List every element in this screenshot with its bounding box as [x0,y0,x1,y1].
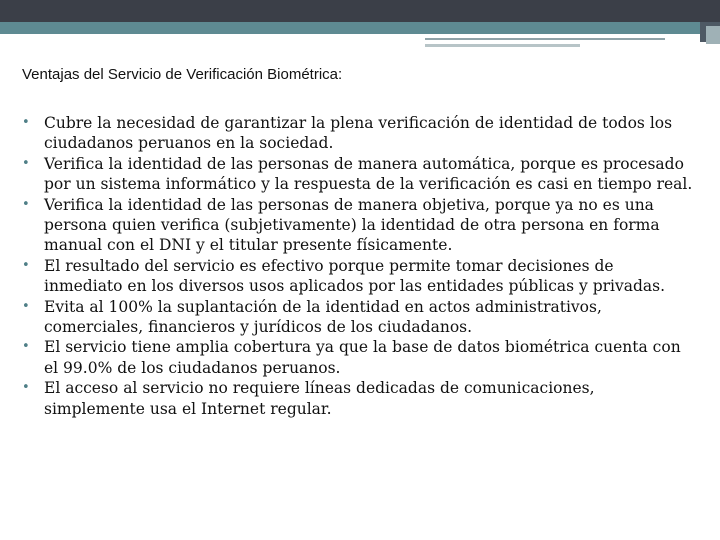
bullet-item [22,378,694,419]
slide-title: Ventajas del Servicio de Verificación Biométrica: [22,66,343,83]
bullet-text: Evita al 100% la suplantación de la identidad en actos administrativos, comerciales, financieros y jurídicos de los ciudadanos. [44,297,602,337]
bullet-item [22,256,694,297]
bullet-text: Verifica la identidad de las personas de manera objetiva, porque ya no es una persona quien verifica (subjetivamente) la identidad de otra persona en forma manual con el DNI y el titular presente físicamente. [44,195,660,255]
bullet-text: El resultado del servicio es efectivo porque permite tomar decisiones de inmediato en los diversos usos aplicados por las entidades públicas y privadas. [44,256,666,296]
bullet-dot-icon: • [22,257,30,273]
bullet-list [22,113,694,419]
bullet-text: El servicio tiene amplia cobertura ya que la base de datos biométrica cuenta con el 99.0% de los ciudadanos peruanos. [44,338,681,377]
bullet-dot-icon: • [22,155,30,171]
bullet-item [22,337,694,378]
header-accent-bar [0,22,700,34]
bullet-dot-icon: • [22,196,30,212]
bullet-text: Verifica la identidad de las personas de manera automática, porque es procesado por un sistema informático y la respuesta de la verificación es casi en tiempo real. [44,154,693,194]
bullet-item [22,154,694,195]
bullet-dot-icon: • [22,298,30,314]
decorative-line [425,44,580,47]
bullet-text: Cubre la necesidad de garantizar la plena verificación de identidad de todos los ciudadanos peruanos en la sociedad. [44,114,673,153]
decorative-line [425,38,665,40]
header-corner-tab-highlight [706,26,720,44]
bullet-dot-icon: • [22,380,30,396]
bullet-item [22,113,694,154]
bullet-dot-icon: • [22,115,30,130]
bullet-dot-icon: • [22,339,30,355]
header-dark-bar [0,0,720,22]
bullet-item [22,297,694,338]
bullet-text: El acceso al servicio no requiere líneas dedicadas de comunicaciones, simplemente usa el Internet regular. [44,379,595,418]
bullet-item [22,195,694,256]
